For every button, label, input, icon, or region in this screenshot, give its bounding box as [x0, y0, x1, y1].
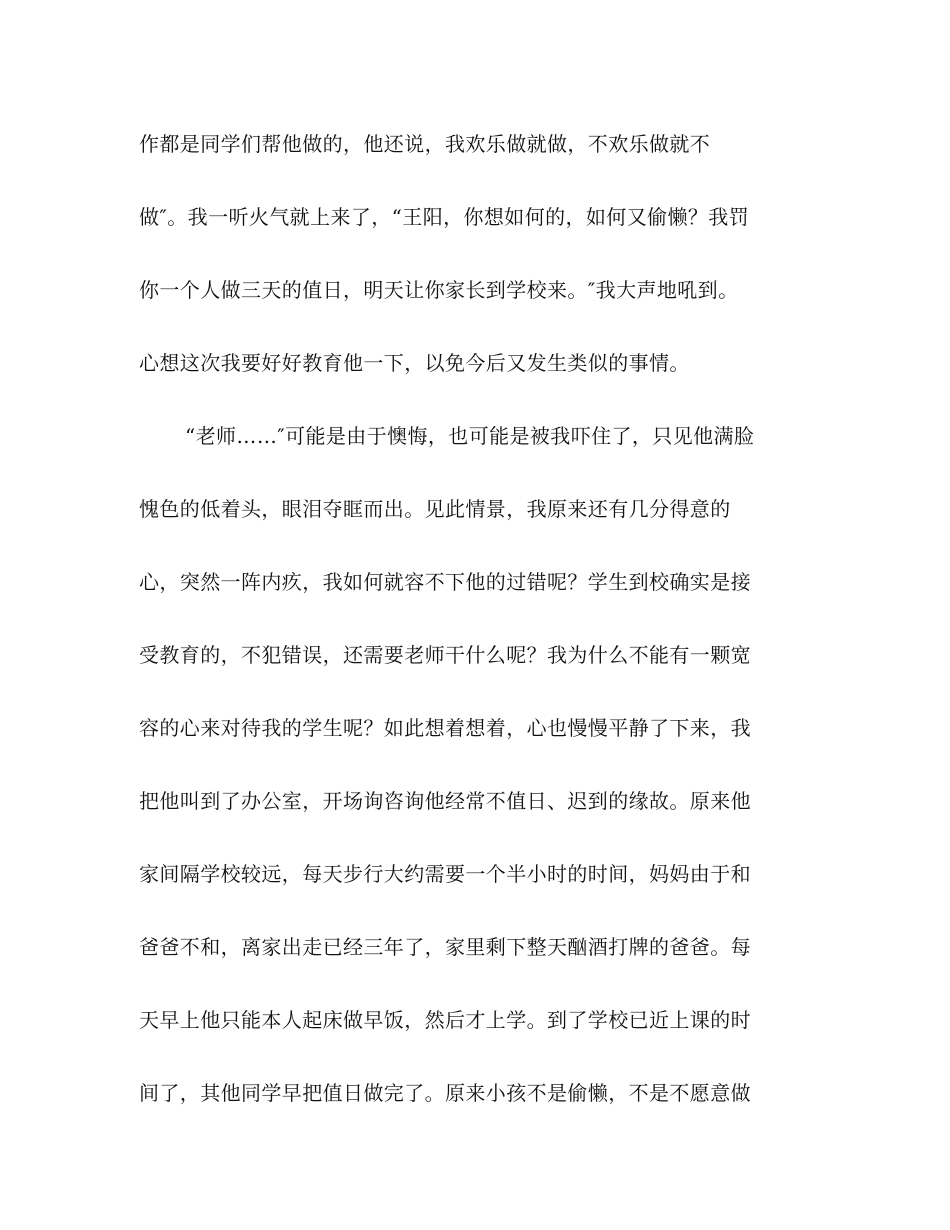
text-line: 爸爸不和，离家出走已经三年了，家里剩下整天酗酒打牌的爸爸。每	[139, 935, 751, 959]
text-line: 做″。我一听火气就上来了，“王阳，你想如何的，如何又偷懒？我罚	[139, 205, 750, 229]
text-line: 你一个人做三天的值日，明天让你家长到学校来。″我大声地吼到。	[139, 278, 739, 302]
text-line: 受教育的，不犯错误，还需要老师干什么呢？我为什么不能有一颗宽	[139, 643, 751, 667]
text-line: 家间隔学校较远，每天步行大约需要一个半小时的时间，妈妈由于和	[139, 862, 751, 886]
text-line: 作都是同学们帮他做的，他还说，我欢乐做就做，不欢乐做就不	[139, 132, 711, 156]
text-line: 天早上他只能本人起床做早饭，然后才上学。到了学校已近上课的时	[139, 1008, 751, 1032]
text-line: 愧色的低着头，眼泪夺眶而出。见此情景，我原来还有几分得意的	[139, 497, 731, 521]
text-line: 间了，其他同学早把值日做完了。原来小孩不是偷懒，不是不愿意做	[139, 1081, 751, 1105]
text-line: 把他叫到了办公室，开场询咨询他经常不值日、迟到的缘故。原来他	[139, 789, 751, 813]
text-line: 心想这次我要好好教育他一下，以免今后又发生类似的事情。	[139, 351, 690, 375]
text-line: 心，突然一阵内疚，我如何就容不下他的过错呢？学生到校确实是接	[139, 570, 751, 594]
text-line: 容的心来对待我的学生呢？如此想着想着，心也慢慢平静了下来，我	[139, 716, 751, 740]
paragraph-first-line: “老师……″可能是由于懊悔，也可能是被我吓住了，只见他满脸	[185, 424, 755, 448]
